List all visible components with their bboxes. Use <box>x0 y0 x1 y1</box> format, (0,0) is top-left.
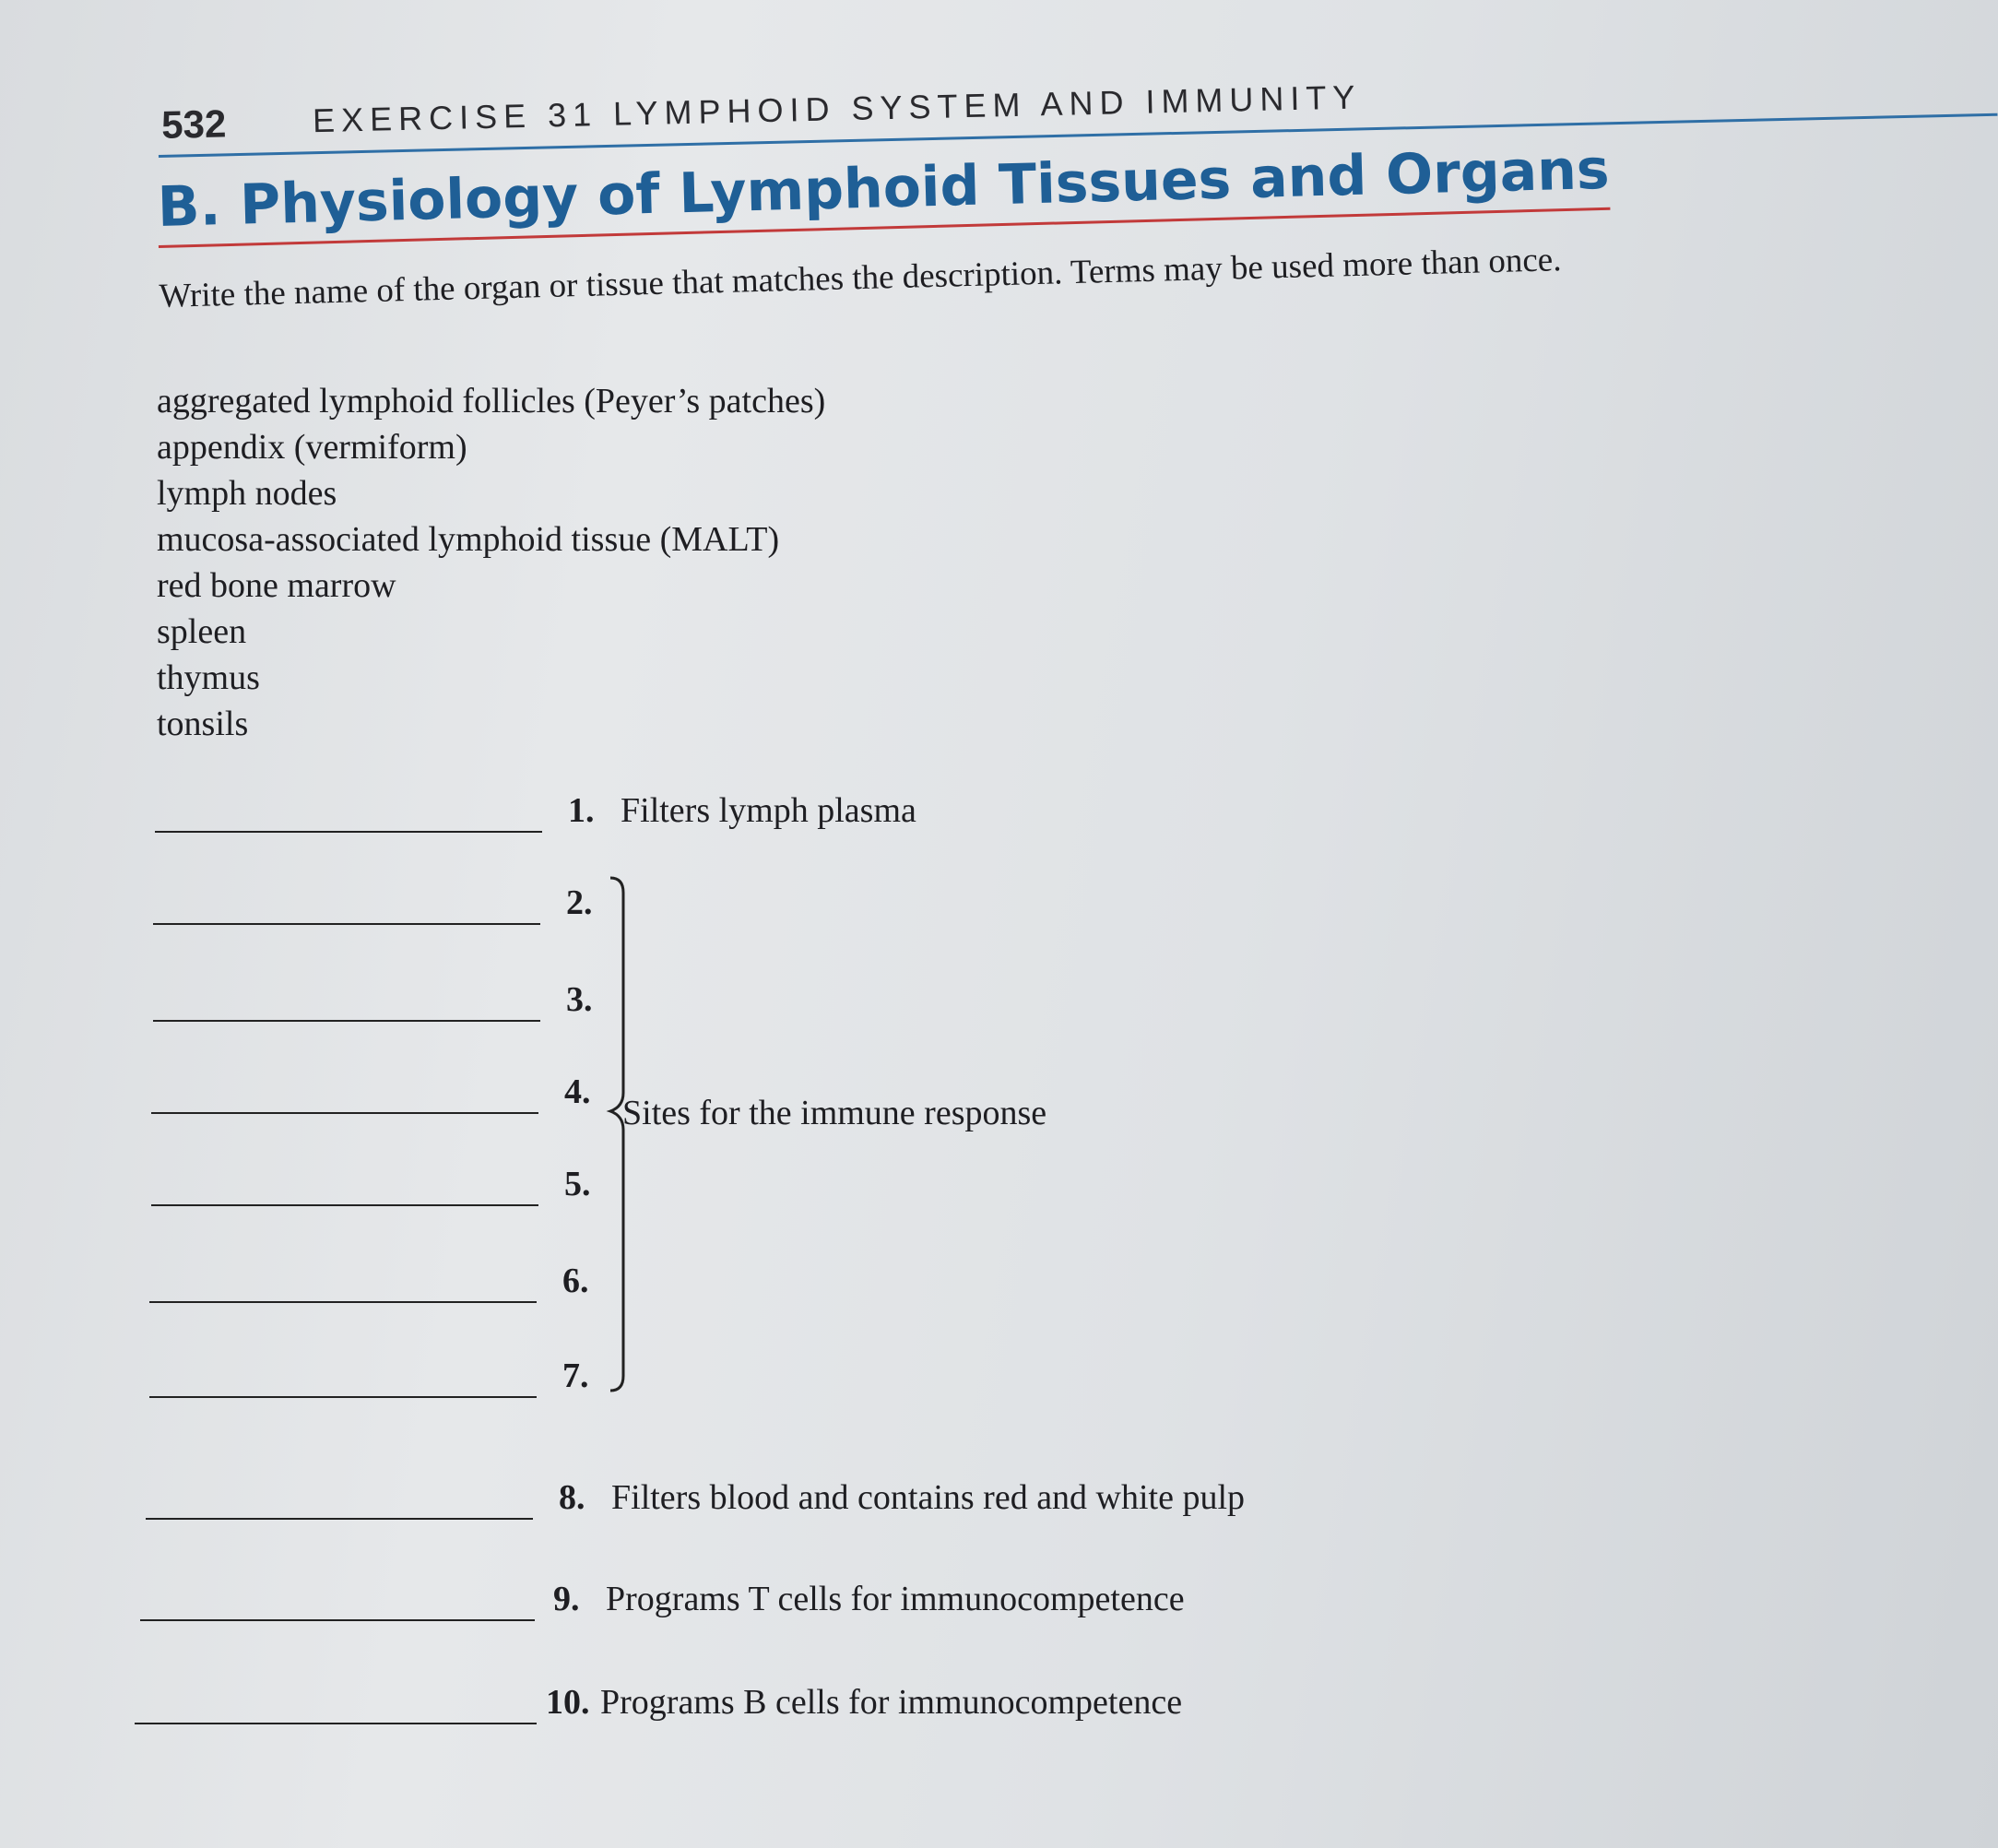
bracket-label: Sites for the immune response <box>622 1094 1047 1132</box>
term-item: thymus <box>157 658 260 697</box>
page-number: 532 <box>160 101 227 147</box>
answer-blank[interactable] <box>146 1518 533 1520</box>
instructions: Write the name of the organ or tissue that matches the description. Terms may be used more than once. <box>159 241 1562 315</box>
question-number: 3. <box>566 980 593 1019</box>
question-number: 1. <box>568 791 595 830</box>
term-item: lymph nodes <box>157 474 337 513</box>
question-text: Filters blood and contains red and white pulp <box>611 1478 1246 1517</box>
term-item: mucosa-associated lymphoid tissue (MALT) <box>157 520 780 559</box>
question-number: 10. <box>546 1683 590 1722</box>
brace-path <box>610 878 623 1391</box>
question-number: 5. <box>564 1165 591 1203</box>
question-number: 6. <box>562 1262 589 1300</box>
question-number: 2. <box>566 883 593 922</box>
question-text: Programs T cells for immunocompetence <box>606 1580 1185 1618</box>
question-row <box>140 1577 1431 1632</box>
question-row <box>146 1475 1436 1531</box>
term-item: spleen <box>157 612 247 651</box>
answer-blank[interactable] <box>140 1619 535 1621</box>
question-row <box>135 1680 1425 1735</box>
term-item: appendix (vermiform) <box>157 428 467 467</box>
term-item: tonsils <box>157 705 249 743</box>
term-item: red bone marrow <box>157 566 396 605</box>
question-number: 7. <box>562 1356 589 1395</box>
section-title: B. Physiology of Lymphoid Tissues and Organs <box>157 137 1611 248</box>
question-text: Programs B cells for immunocompetence <box>600 1683 1183 1722</box>
question-number: 8. <box>559 1478 585 1517</box>
exercise-title: EXERCISE 31 LYMPHOID SYSTEM AND IMMUNITY <box>312 77 1362 140</box>
question-number: 4. <box>564 1072 591 1111</box>
term-item: aggregated lymphoid follicles (Peyer’s patches) <box>157 382 826 421</box>
question-text: Filters lymph plasma <box>621 791 916 830</box>
answer-blank[interactable] <box>135 1723 537 1724</box>
question-number: 9. <box>553 1580 580 1618</box>
